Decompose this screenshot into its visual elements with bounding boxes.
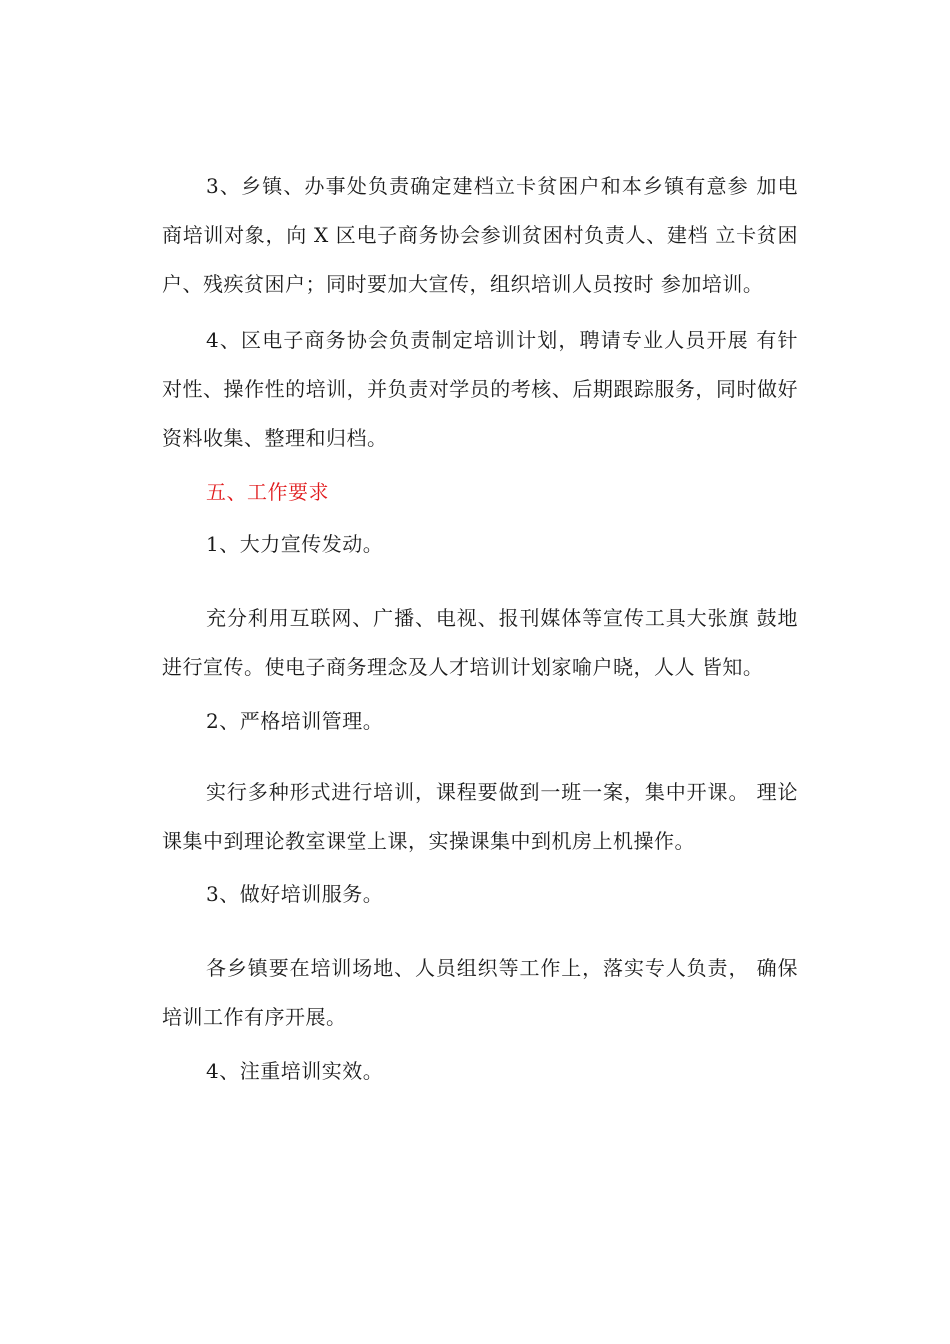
requirement-4-title: 4、注重培训实效。 (206, 1059, 384, 1083)
requirement-2-title: 2、严格培训管理。 (206, 709, 384, 733)
section-heading-work-requirements: 五、工作要求 (206, 480, 329, 504)
requirement-2-body: 实行多种形式进行培训，课程要做到一班一案，集中开课。 理论课集中到理论教室课堂上课，实操课集中到机房上机操作。 (162, 780, 798, 853)
requirement-3-title: 3、做好培训服务。 (206, 882, 384, 906)
requirement-1-title: 1、大力宣传发动。 (206, 532, 384, 556)
paragraph-duty-3: 3、乡镇、办事处负责确定建档立卡贫困户和本乡镇有意参 加电商培训对象，向 X 区电子商务协会参训贫困村负责人、建档 立卡贫困户、残疾贫困户；同时要加大宣传，组织培训人员按时 参加培训。 (162, 174, 798, 296)
requirement-1-body: 充分利用互联网、广播、电视、报刊媒体等宣传工具大张旗 鼓地进行宣传。使电子商务理念及人才培训计划家喻户晓，人人 皆知。 (162, 606, 798, 679)
requirement-3-body: 各乡镇要在培训场地、人员组织等工作上，落实专人负责， 确保培训工作有序开展。 (162, 956, 798, 1029)
paragraph-duty-4: 4、区电子商务协会负责制定培训计划，聘请专业人员开展 有针对性、操作性的培训，并负责对学员的考核、后期跟踪服务，同时做好资料收集、整理和归档。 (162, 328, 798, 450)
